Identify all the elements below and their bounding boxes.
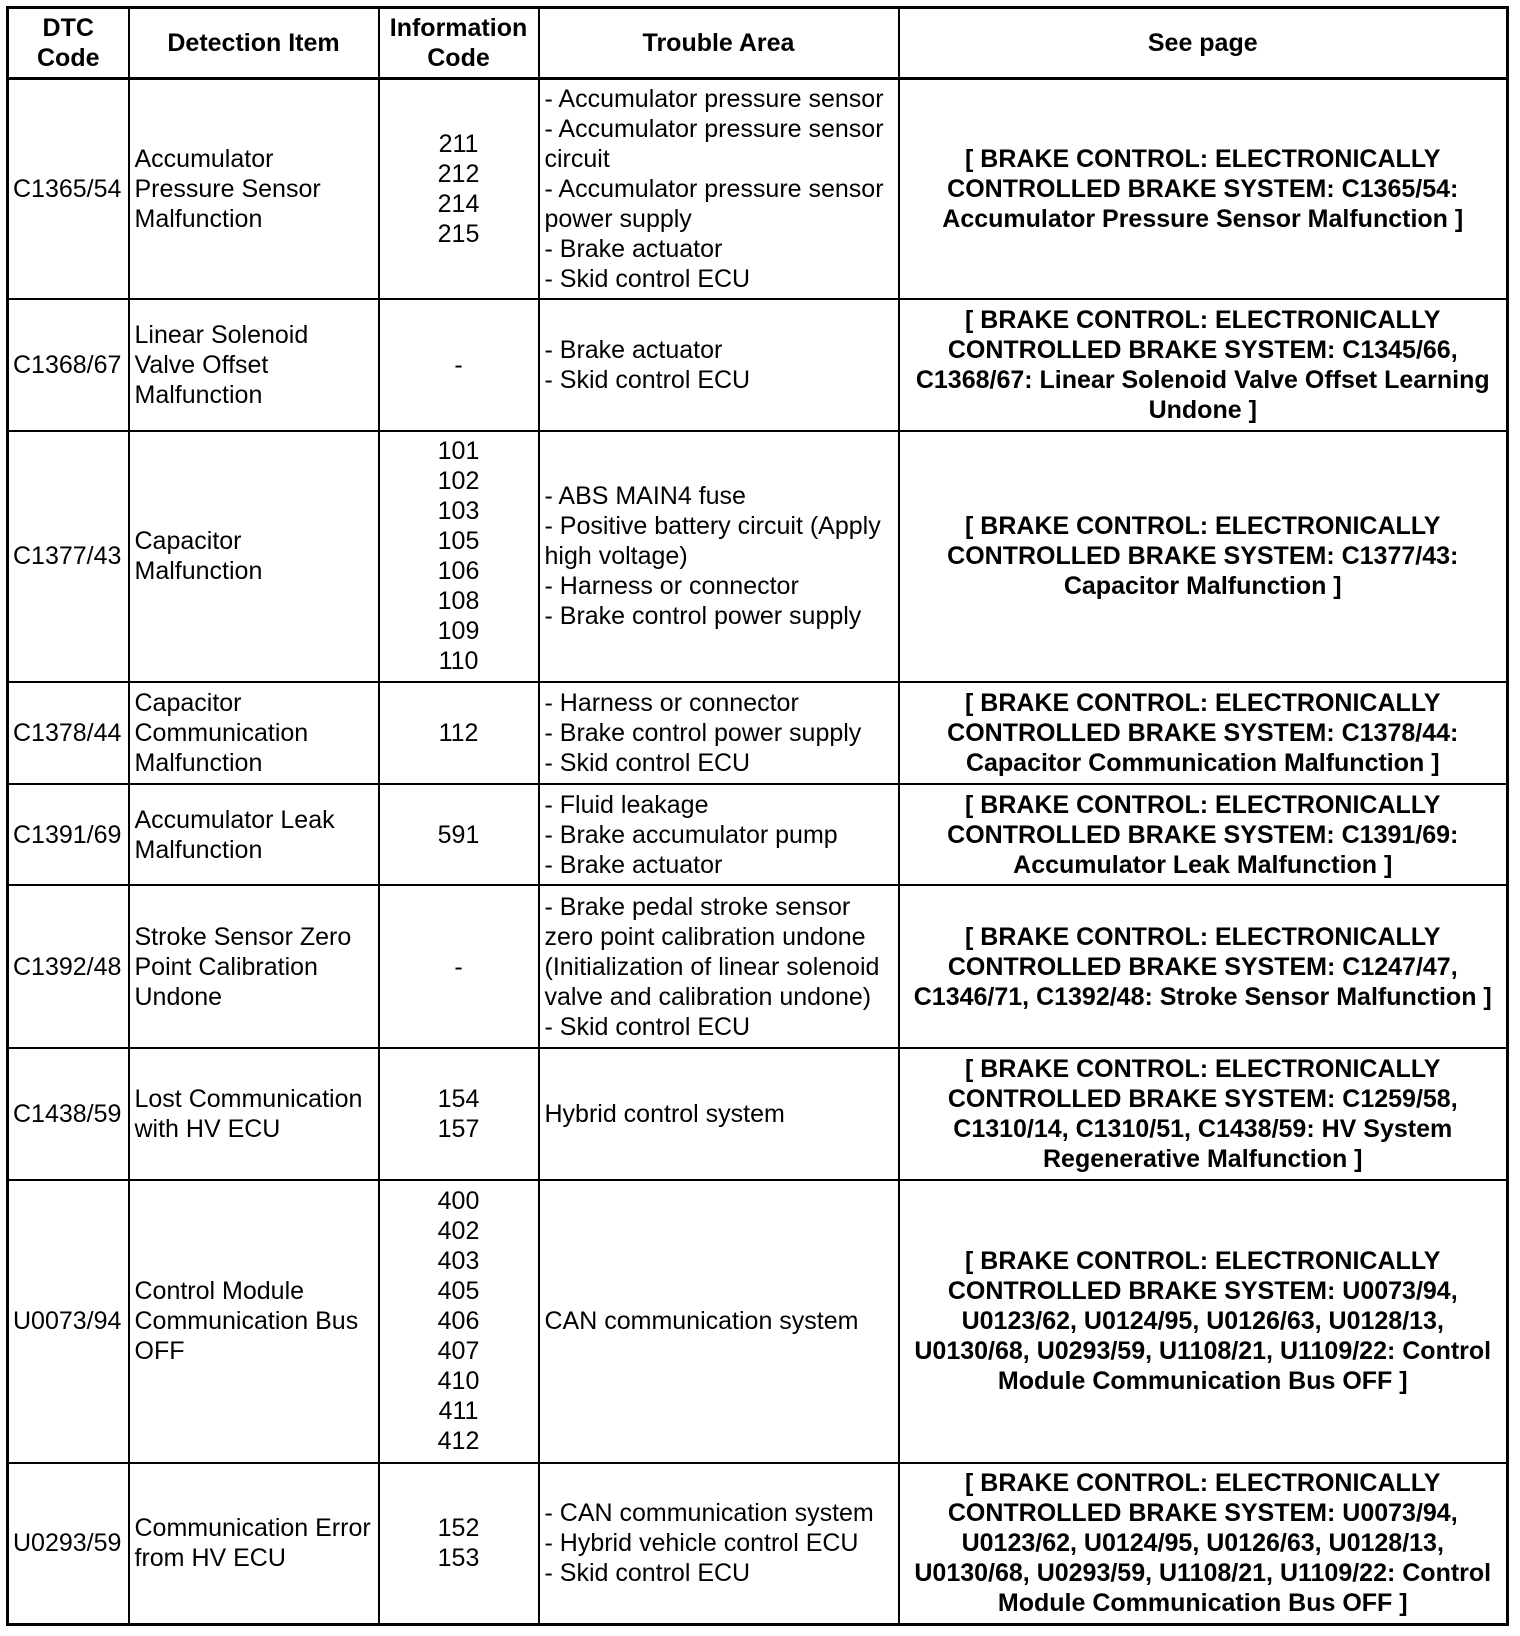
cell-line: - Positive battery circuit (Apply (544, 512, 881, 541)
cell-line: U0123/62, U0124/95, U0126/63, U0128/13, (961, 1307, 1444, 1336)
see-page-cell (899, 299, 1508, 431)
cell-line: Information (389, 14, 528, 42)
cell-line: Pressure Sensor (134, 175, 321, 204)
cell-line: - Fluid leakage (544, 790, 709, 819)
cell-line: Capacitor (134, 527, 242, 556)
dtc-code-cell: C1365/54 (8, 79, 129, 300)
cell-line: [ BRAKE CONTROL: ELECTRONICALLY (965, 688, 1441, 717)
cell-line: Communication Error (134, 1514, 371, 1543)
cell-line: 402 (437, 1217, 480, 1246)
table-body (8, 79, 1508, 1625)
dtc-code-cell: C1378/44 (8, 682, 129, 784)
cell-line: 157 (437, 1115, 480, 1144)
cell-line: 407 (437, 1337, 480, 1366)
cell-line: (Initialization of linear solenoid (544, 952, 880, 981)
cell-line: - Brake control power supply (544, 718, 862, 747)
cell-line: 108 (437, 587, 480, 616)
cell-line: [ BRAKE CONTROL: ELECTRONICALLY (965, 512, 1441, 541)
trouble-area-cell (539, 1048, 899, 1180)
trouble-area-cell (539, 431, 899, 682)
cell-line: Stroke Sensor Zero (134, 922, 352, 951)
cell-line: - CAN communication system (544, 1499, 874, 1528)
cell-line: zero point calibration undone (544, 922, 866, 951)
detection-item-cell (129, 1463, 379, 1625)
trouble-area-cell (539, 784, 899, 886)
detection-item-cell (129, 1048, 379, 1180)
see-page-cell (899, 1463, 1508, 1625)
cell-line: Communication (134, 718, 309, 747)
cell-line: power supply (544, 205, 692, 234)
information-code-cell (379, 1180, 539, 1462)
dtc-code-cell: C1392/48 (8, 885, 129, 1048)
cell-line: - Accumulator pressure sensor (544, 175, 884, 204)
cell-line: 405 (437, 1277, 480, 1306)
cell-line: 215 (437, 220, 480, 249)
cell-line: 154 (437, 1085, 480, 1114)
cell-line: Regenerative Malfunction ] (1043, 1145, 1363, 1174)
cell-line: valve and calibration undone) (544, 982, 872, 1011)
cell-line: 103 (437, 497, 480, 526)
see-page-cell (899, 1048, 1508, 1180)
cell-line: CONTROLLED BRAKE SYSTEM: U0073/94, (947, 1277, 1458, 1306)
cell-line: - (454, 952, 463, 981)
see-page-cell (899, 431, 1508, 682)
detection-item-cell (129, 885, 379, 1048)
cell-line: [ BRAKE CONTROL: ELECTRONICALLY (965, 1055, 1441, 1084)
cell-line: Malfunction (134, 380, 263, 409)
cell-line: Accumulator (134, 145, 274, 174)
dtc-code-cell: C1377/43 (8, 431, 129, 682)
cell-line: from HV ECU (134, 1544, 286, 1573)
table-row (8, 79, 1508, 300)
cell-line: [ BRAKE CONTROL: ELECTRONICALLY (965, 1469, 1441, 1498)
cell-line: CONTROLLED BRAKE SYSTEM: C1259/58, (947, 1085, 1458, 1114)
cell-line: 101 (437, 437, 480, 466)
trouble-area-cell (539, 682, 899, 784)
cell-line: Communication Bus (134, 1307, 359, 1336)
trouble-area-cell (539, 79, 899, 300)
cell-line: U0130/68, U0293/59, U1108/21, U1109/22: Control (914, 1559, 1492, 1588)
cell-line: CONTROLLED BRAKE SYSTEM: C1365/54: (947, 175, 1459, 204)
cell-line: - Accumulator pressure sensor (544, 115, 884, 144)
cell-line: - Skid control ECU (544, 748, 751, 777)
cell-line: - Harness or connector (544, 688, 799, 717)
see-page-cell (899, 79, 1508, 300)
information-code-cell (379, 299, 539, 431)
cell-line: Point Calibration (134, 952, 318, 981)
cell-line: 410 (437, 1367, 480, 1396)
cell-line: CAN communication system (544, 1307, 859, 1336)
cell-line: [ BRAKE CONTROL: ELECTRONICALLY (965, 145, 1441, 174)
cell-line: Malfunction (134, 557, 263, 586)
cell-line: Capacitor Malfunction ] (1063, 572, 1342, 601)
cell-line: Malfunction (134, 748, 263, 777)
cell-line: 112 (438, 718, 479, 747)
cell-line: - Hybrid vehicle control ECU (544, 1529, 859, 1558)
cell-line: C1368/67: Linear Solenoid Valve Offset Learning (915, 365, 1490, 394)
cell-line: - Skid control ECU (544, 1559, 751, 1588)
cell-line: - (454, 350, 463, 379)
cell-line: 211 (438, 130, 479, 159)
cell-line: 400 (437, 1187, 480, 1216)
see-page-cell (899, 885, 1508, 1048)
cell-line: with HV ECU (134, 1115, 281, 1144)
dtc-code-cell: U0293/59 (8, 1463, 129, 1625)
information-code-cell (379, 431, 539, 682)
cell-line: Undone ] (1148, 395, 1257, 424)
cell-line: - Skid control ECU (544, 1012, 751, 1041)
table-row (8, 299, 1508, 431)
cell-line: Module Communication Bus OFF ] (997, 1589, 1408, 1618)
cell-line: - Skid control ECU (544, 265, 751, 294)
cell-line: CONTROLLED BRAKE SYSTEM: C1391/69: (947, 820, 1459, 849)
cell-line: Control Module (134, 1277, 305, 1306)
cell-line: - Brake actuator (544, 850, 723, 879)
detection-item-cell (129, 299, 379, 431)
see-page-cell (899, 784, 1508, 886)
cell-line: - Brake actuator (544, 235, 723, 264)
header-information-code (379, 8, 539, 79)
cell-line: Valve Offset (134, 350, 269, 379)
cell-line: Accumulator Leak Malfunction ] (1013, 850, 1393, 879)
dtc-code-cell: C1368/67 (8, 299, 129, 431)
cell-line: 152 (437, 1514, 480, 1543)
information-code-cell (379, 1048, 539, 1180)
cell-line: DTC (42, 14, 94, 42)
detection-item-cell (129, 431, 379, 682)
cell-line: See page (1147, 29, 1258, 57)
cell-line: Linear Solenoid (134, 320, 309, 349)
cell-line: Undone (134, 982, 223, 1011)
cell-line: 403 (437, 1247, 480, 1276)
cell-line: 102 (437, 467, 480, 496)
table-row (8, 1180, 1508, 1462)
cell-line: Capacitor (134, 688, 242, 717)
table-row (8, 784, 1508, 886)
cell-line: Lost Communication (134, 1085, 363, 1114)
see-page-cell (899, 1180, 1508, 1462)
table-row (8, 885, 1508, 1048)
information-code-cell (379, 784, 539, 886)
cell-line: - Brake accumulator pump (544, 820, 838, 849)
detection-item-cell (129, 682, 379, 784)
cell-line: Module Communication Bus OFF ] (997, 1367, 1408, 1396)
cell-line: [ BRAKE CONTROL: ELECTRONICALLY (965, 305, 1441, 334)
cell-line: 406 (437, 1307, 480, 1336)
cell-line: 153 (437, 1544, 480, 1573)
table-row (8, 1463, 1508, 1625)
cell-line: [ BRAKE CONTROL: ELECTRONICALLY (965, 790, 1441, 819)
table-row (8, 682, 1508, 784)
cell-line: Malfunction (134, 205, 263, 234)
cell-line: 106 (437, 557, 480, 586)
header-row (8, 8, 1508, 79)
cell-line: - Brake pedal stroke sensor (544, 892, 851, 921)
trouble-area-cell (539, 1463, 899, 1625)
cell-line: - Brake control power supply (544, 602, 862, 631)
dtc-code-cell: C1438/59 (8, 1048, 129, 1180)
detection-item-cell (129, 784, 379, 886)
cell-line: 214 (437, 190, 480, 219)
detection-item-cell (129, 79, 379, 300)
cell-line: - ABS MAIN4 fuse (544, 482, 746, 511)
table-row (8, 1048, 1508, 1180)
header-see-page (899, 8, 1508, 79)
information-code-cell (379, 885, 539, 1048)
cell-line: Malfunction (134, 835, 263, 864)
cell-line: [ BRAKE CONTROL: ELECTRONICALLY (965, 922, 1441, 951)
cell-line: U0123/62, U0124/95, U0126/63, U0128/13, (961, 1529, 1444, 1558)
cell-line: C1310/14, C1310/51, C1438/59: HV System (953, 1115, 1453, 1144)
cell-line: CONTROLLED BRAKE SYSTEM: C1247/47, (947, 952, 1458, 981)
cell-line: Accumulator Pressure Sensor Malfunction ] (942, 205, 1464, 234)
cell-line: [ BRAKE CONTROL: ELECTRONICALLY (965, 1247, 1441, 1276)
cell-line: Capacitor Communication Malfunction ] (965, 748, 1440, 777)
cell-line: CONTROLLED BRAKE SYSTEM: C1345/66, (947, 335, 1458, 364)
cell-line: CONTROLLED BRAKE SYSTEM: C1377/43: (947, 542, 1459, 571)
information-code-cell (379, 682, 539, 784)
dtc-code-cell: U0073/94 (8, 1180, 129, 1462)
dtc-table (6, 6, 1509, 1626)
header-detection-item (129, 8, 379, 79)
cell-line: - Harness or connector (544, 572, 799, 601)
cell-line: Accumulator Leak (134, 805, 335, 834)
cell-line: CONTROLLED BRAKE SYSTEM: C1378/44: (947, 718, 1459, 747)
cell-line: 109 (437, 617, 480, 646)
cell-line: U0130/68, U0293/59, U1108/21, U1109/22: Control (914, 1337, 1492, 1366)
cell-line: - Accumulator pressure sensor (544, 85, 884, 114)
trouble-area-cell (539, 299, 899, 431)
cell-line: 411 (438, 1397, 479, 1426)
trouble-area-cell (539, 885, 899, 1048)
cell-line: 212 (437, 160, 480, 189)
cell-line: Code (37, 44, 100, 72)
cell-line: circuit (544, 145, 610, 174)
header-dtc-code (8, 8, 129, 79)
trouble-area-cell (539, 1180, 899, 1462)
dtc-code-cell: C1391/69 (8, 784, 129, 886)
cell-line: Trouble Area (642, 29, 795, 57)
see-page-cell (899, 682, 1508, 784)
cell-line: OFF (134, 1337, 185, 1366)
cell-line: Hybrid control system (544, 1100, 785, 1129)
cell-line: - Skid control ECU (544, 365, 751, 394)
cell-line: 110 (438, 647, 479, 676)
cell-line: C1346/71, C1392/48: Stroke Sensor Malfunction ] (913, 982, 1492, 1011)
information-code-cell (379, 79, 539, 300)
cell-line: 412 (437, 1427, 480, 1456)
information-code-cell (379, 1463, 539, 1625)
detection-item-cell (129, 1180, 379, 1462)
cell-line: CONTROLLED BRAKE SYSTEM: U0073/94, (947, 1499, 1458, 1528)
header-trouble-area (539, 8, 899, 79)
cell-line: - Brake actuator (544, 335, 723, 364)
cell-line: 591 (437, 820, 480, 849)
table-row (8, 431, 1508, 682)
cell-line: Detection Item (167, 29, 340, 57)
cell-line: high voltage) (544, 542, 688, 571)
cell-line: 105 (437, 527, 480, 556)
cell-line: Code (427, 44, 490, 72)
